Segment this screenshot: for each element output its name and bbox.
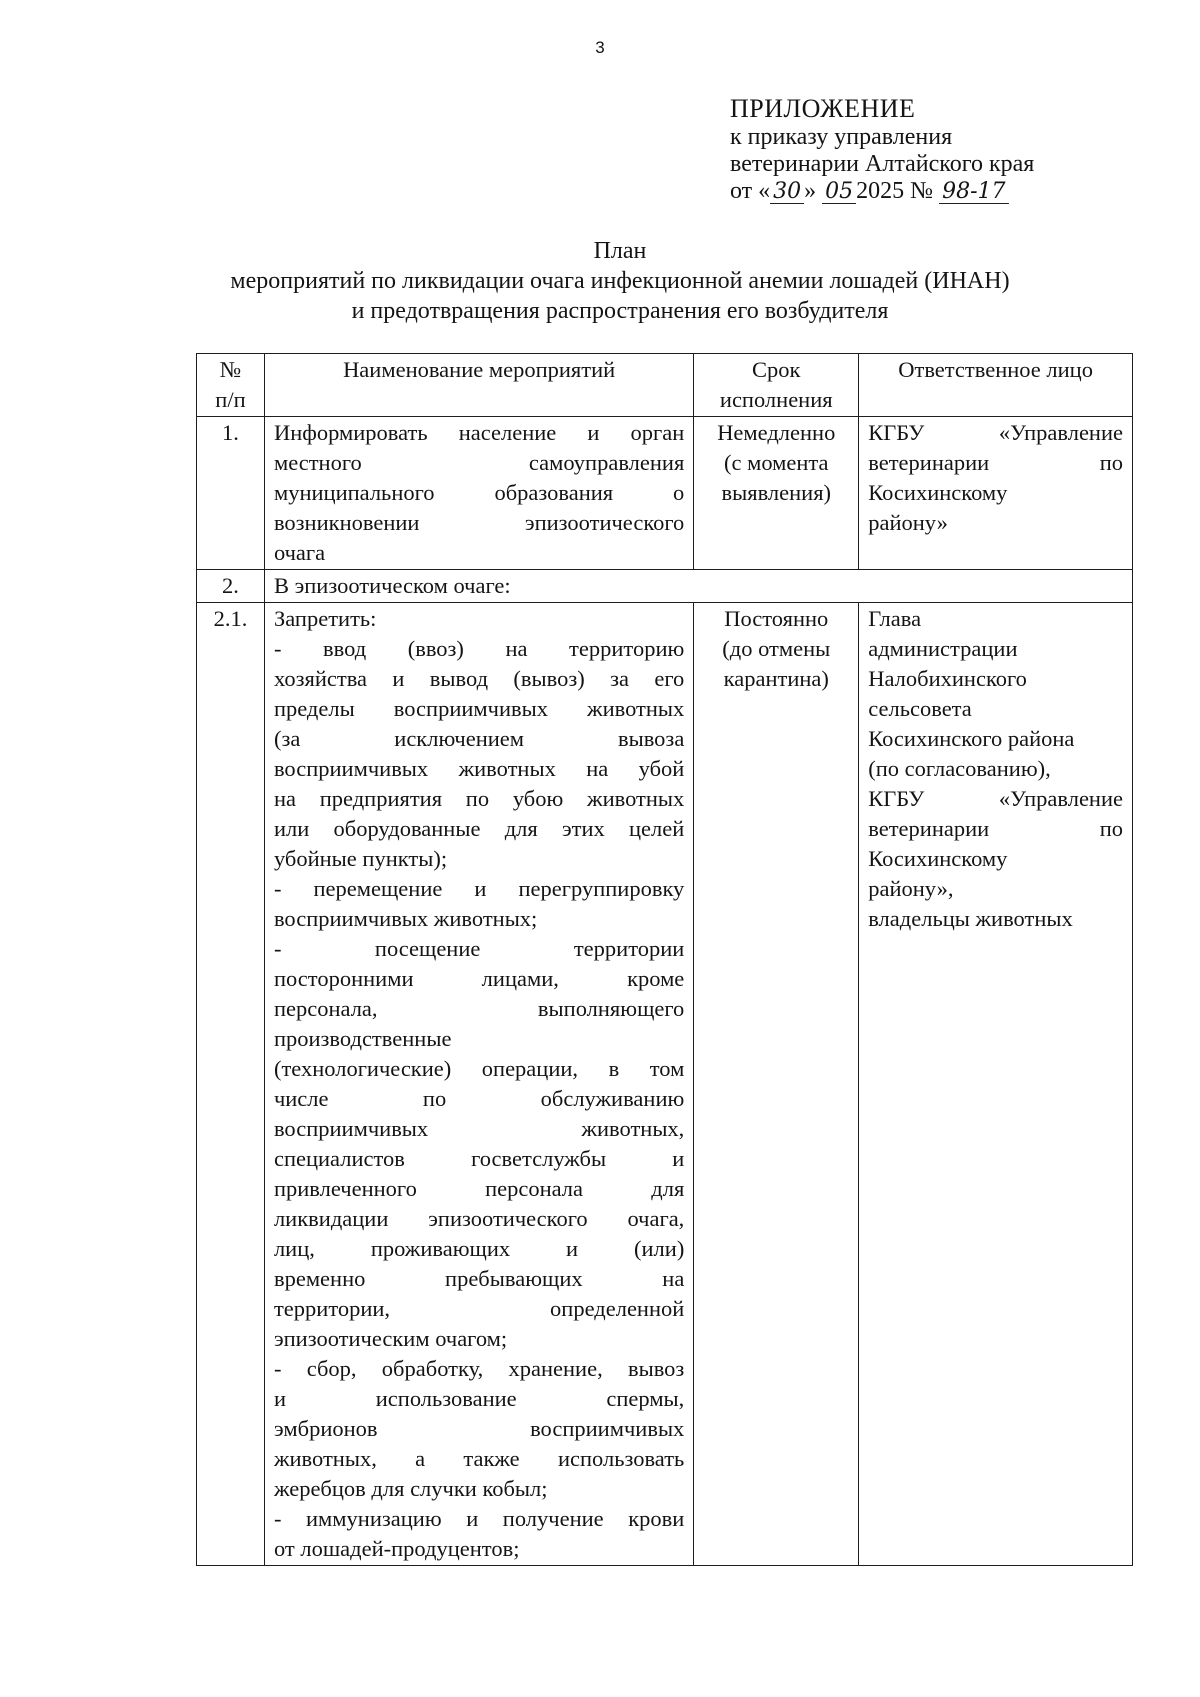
plan-subtitle-line1: мероприятий по ликвидации очага инфекционной анемии лошадей (ИНАН) — [230, 268, 1010, 294]
header-measure-name: Наименование мероприятий — [264, 354, 693, 417]
row-measure: Информировать население и орган местного самоуправления муниципального образования о возникновении эпизоотического очага — [264, 417, 693, 570]
table-row — [197, 603, 1133, 1566]
table-row — [197, 417, 1133, 570]
appendix-block — [730, 94, 1170, 205]
table-row — [197, 570, 1133, 603]
row-number: 2. — [197, 570, 265, 603]
header-responsible: Ответственное лицо — [859, 354, 1133, 417]
date-month-handwritten: 05 — [822, 181, 856, 204]
row-term: Немедленно (с момента выявления) — [694, 417, 859, 570]
row-responsible: Глава администрации Налобихинского сельсовета Косихинского района (по согласованию), КГБУ «Управление ветеринарии по Косихинскому району», владельцы животных — [859, 603, 1133, 1566]
row-number: 2.1. — [197, 603, 265, 1566]
row-measure: Запретить: - ввод (ввоз) на территорию хозяйства и вывод (вывоз) за его пределы восприимчивых животных (за исключением вывоза восприимчивых животных на убой на предприятия по убою животных или оборудованные для этих целей убойные пункты); - перемещение и перегруппировку восприимчивых животных; - посещение территории посторонними лицами, кроме персонала, выполняющего производственные (технологические) операции, в том числе по обслуживанию восприимчивых животных, специалистов госветслужбы и привлеченного персонала для ликвидации эпизоотического очага, лиц, проживающих и (или) временно пребывающих на территории, определенной эпизоотическим очагом; - сбор, обработку, хранение, вывоз и использование спермы, эмбрионов восприимчивых животных, а также использовать жеребцов для случки кобыл; - иммунизацию и получение крови от лошадей-продуцентов; — [264, 603, 693, 1566]
row-term: Постоянно (до отмены карантина) — [694, 603, 859, 1566]
appendix-title: ПРИЛОЖЕНИЕ — [730, 94, 916, 123]
table-header-row — [197, 354, 1133, 417]
row-responsible: КГБУ «Управление ветеринарии по Косихинскому району» — [859, 417, 1133, 570]
measures-table — [196, 353, 1133, 1566]
appendix-authority-line: ветеринарии Алтайского края — [730, 151, 1035, 177]
page-number: 3 — [595, 38, 605, 57]
date-year: 2025 № — [856, 178, 934, 204]
date-day-handwritten: 30 — [770, 181, 804, 204]
plan-subtitle-line2: и предотвращения распространения его возбудителя — [351, 298, 889, 324]
date-prefix: от « — [730, 178, 771, 204]
row-number: 1. — [197, 417, 265, 570]
header-term: Срок исполнения — [694, 354, 859, 417]
appendix-order-line: к приказу управления — [730, 124, 953, 150]
date-separator: » — [804, 178, 817, 204]
header-number: № п/п — [197, 354, 265, 417]
plan-title: План — [593, 238, 647, 264]
plan-heading — [120, 236, 1120, 326]
row-section-heading: В эпизоотическом очаге: — [264, 570, 1132, 603]
appendix-date-line — [730, 178, 1170, 205]
order-number-handwritten: 98-17 — [939, 181, 1008, 204]
